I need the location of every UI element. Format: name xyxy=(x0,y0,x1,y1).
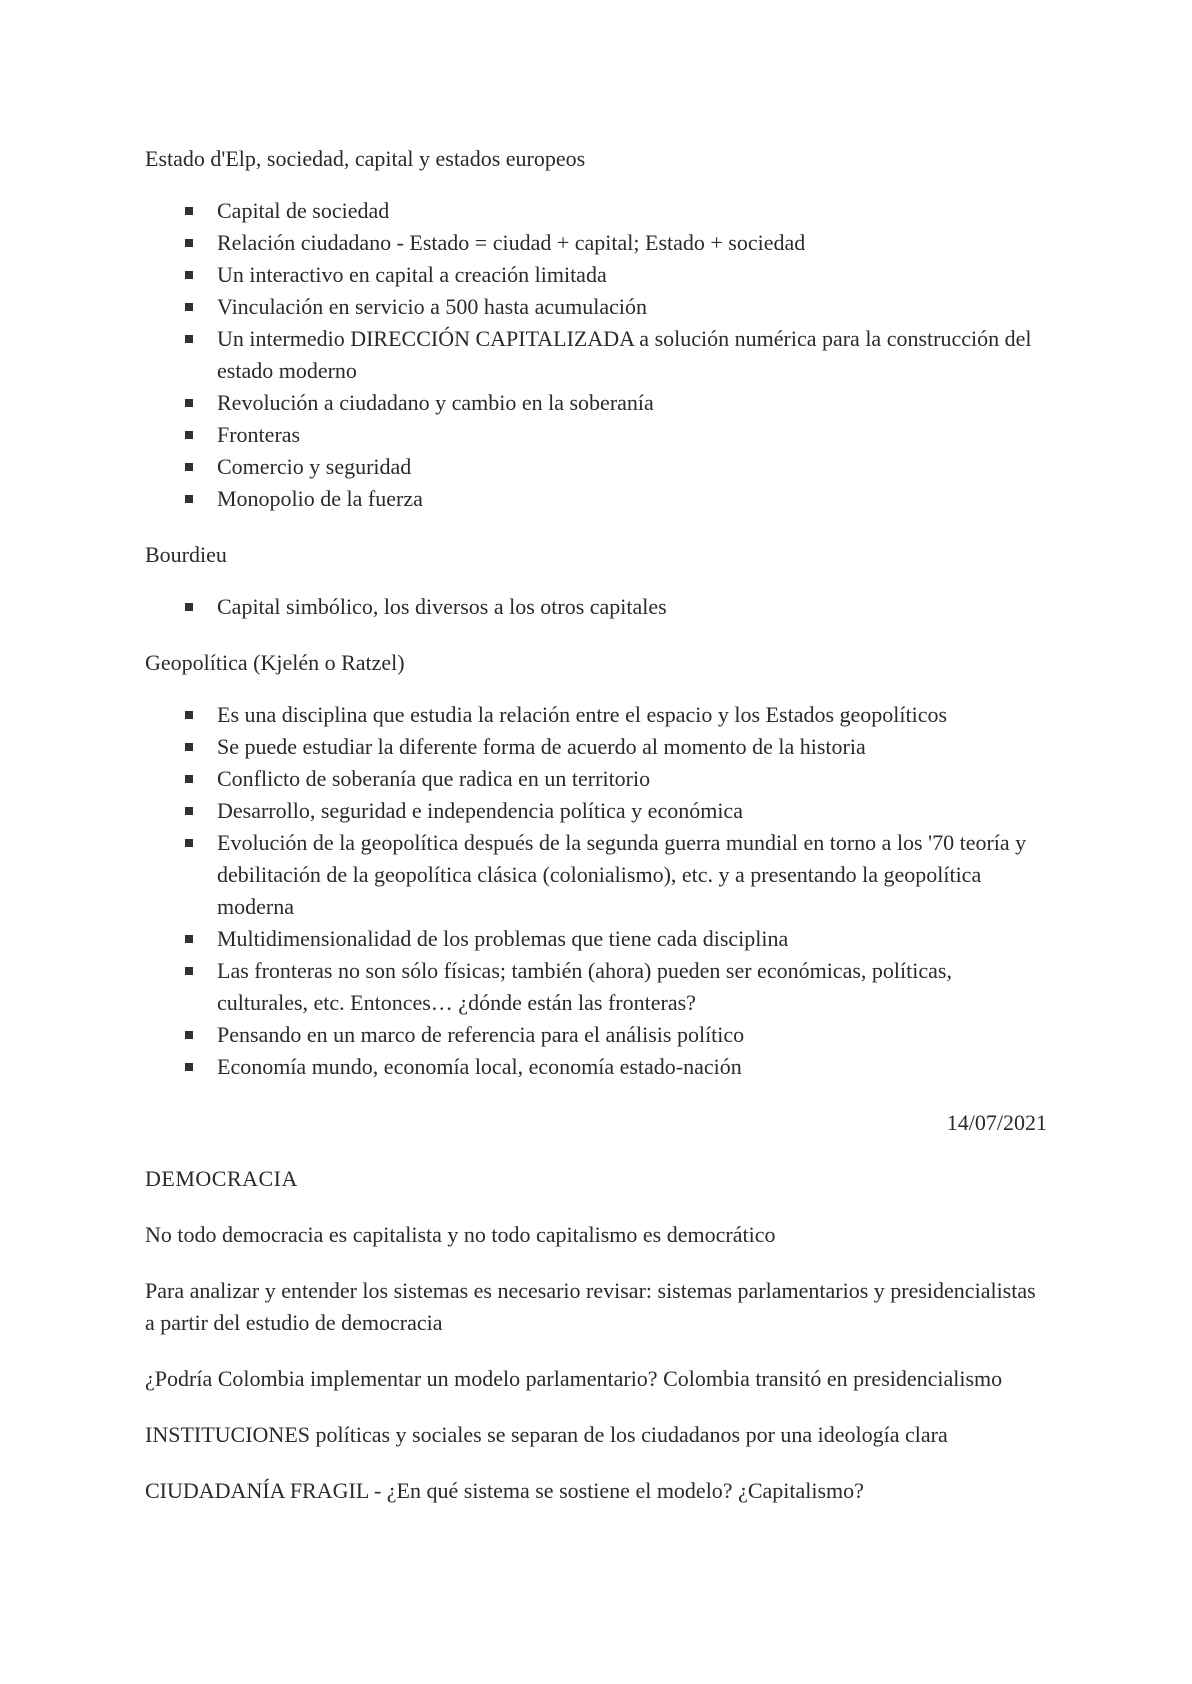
section3-list xyxy=(145,699,1047,1083)
bullet-icon xyxy=(185,807,193,815)
list-item: Un intermedio DIRECCIÓN CAPITALIZADA a solución numérica para la construcción del estado moderno xyxy=(217,323,1047,387)
bullet-icon xyxy=(185,431,193,439)
list-item: Es una disciplina que estudia la relación entre el espacio y los Estados geopolíticos xyxy=(217,699,1047,731)
paragraph: ¿Podría Colombia implementar un modelo parlamentario? Colombia transitó en presidencialismo xyxy=(145,1366,1003,1391)
list-item: Economía mundo, economía local, economía estado-nación xyxy=(217,1051,1047,1083)
list-item: Evolución de la geopolítica después de la segunda guerra mundial en torno a los '70 teoría y debilitación de la geopolítica clásica (colonialismo), etc. y a presentando la geopolítica moderna xyxy=(217,827,1047,923)
section2-list xyxy=(145,591,1047,623)
bullet-icon xyxy=(185,303,193,311)
list-item: Monopolio de la fuerza xyxy=(217,483,1047,515)
bullet-icon xyxy=(185,335,193,343)
bullet-icon xyxy=(185,711,193,719)
section4-title: DEMOCRACIA xyxy=(145,1166,298,1191)
bullet-icon xyxy=(185,775,193,783)
list-item: Se puede estudiar la diferente forma de acuerdo al momento de la historia xyxy=(217,731,1047,763)
list-item: Vinculación en servicio a 500 hasta acumulación xyxy=(217,291,1047,323)
list-item: Las fronteras no son sólo físicas; también (ahora) pueden ser económicas, políticas, culturales, etc. Entonces… ¿dónde están las fronteras? xyxy=(217,955,1047,1019)
bullet-icon xyxy=(185,463,193,471)
list-item: Conflicto de soberanía que radica en un territorio xyxy=(217,763,1047,795)
paragraph: INSTITUCIONES políticas y sociales se separan de los ciudadanos por una ideología clara xyxy=(145,1422,948,1447)
list-item: Revolución a ciudadano y cambio en la soberanía xyxy=(217,387,1047,419)
list-item: Pensando en un marco de referencia para el análisis político xyxy=(217,1019,1047,1051)
bullet-icon xyxy=(185,935,193,943)
list-item: Comercio y seguridad xyxy=(217,451,1047,483)
paragraph: Para analizar y entender los sistemas es necesario revisar: sistemas parlamentarios y presidencialistas a partir del estudio de democracia xyxy=(145,1278,1036,1335)
list-item: Multidimensionalidad de los problemas que tiene cada disciplina xyxy=(217,923,1047,955)
paragraph: CIUDADANÍA FRAGIL - ¿En qué sistema se sostiene el modelo? ¿Capitalismo? xyxy=(145,1478,864,1503)
bullet-icon xyxy=(185,1063,193,1071)
section1-heading: Estado d'Elp, sociedad, capital y estados europeos xyxy=(145,146,586,171)
section3-heading: Geopolítica (Kjelén o Ratzel) xyxy=(145,650,405,675)
list-item: Un interactivo en capital a creación limitada xyxy=(217,259,1047,291)
bullet-icon xyxy=(185,603,193,611)
bullet-icon xyxy=(185,495,193,503)
bullet-icon xyxy=(185,271,193,279)
bullet-icon xyxy=(185,967,193,975)
list-item: Relación ciudadano - Estado = ciudad + capital; Estado + sociedad xyxy=(217,227,1047,259)
list-item: Fronteras xyxy=(217,419,1047,451)
bullet-icon xyxy=(185,399,193,407)
section1-list xyxy=(145,195,1047,515)
bullet-icon xyxy=(185,743,193,751)
paragraph: No todo democracia es capitalista y no todo capitalismo es democrático xyxy=(145,1222,776,1247)
bullet-icon xyxy=(185,207,193,215)
list-item: Capital simbólico, los diversos a los otros capitales xyxy=(217,591,1047,623)
bullet-icon xyxy=(185,239,193,247)
list-item: Capital de sociedad xyxy=(217,195,1047,227)
bullet-icon xyxy=(185,839,193,847)
entry-date: 14/07/2021 xyxy=(946,1110,1047,1135)
list-item: Desarrollo, seguridad e independencia política y económica xyxy=(217,795,1047,827)
bullet-icon xyxy=(185,1031,193,1039)
section2-heading: Bourdieu xyxy=(145,542,227,567)
